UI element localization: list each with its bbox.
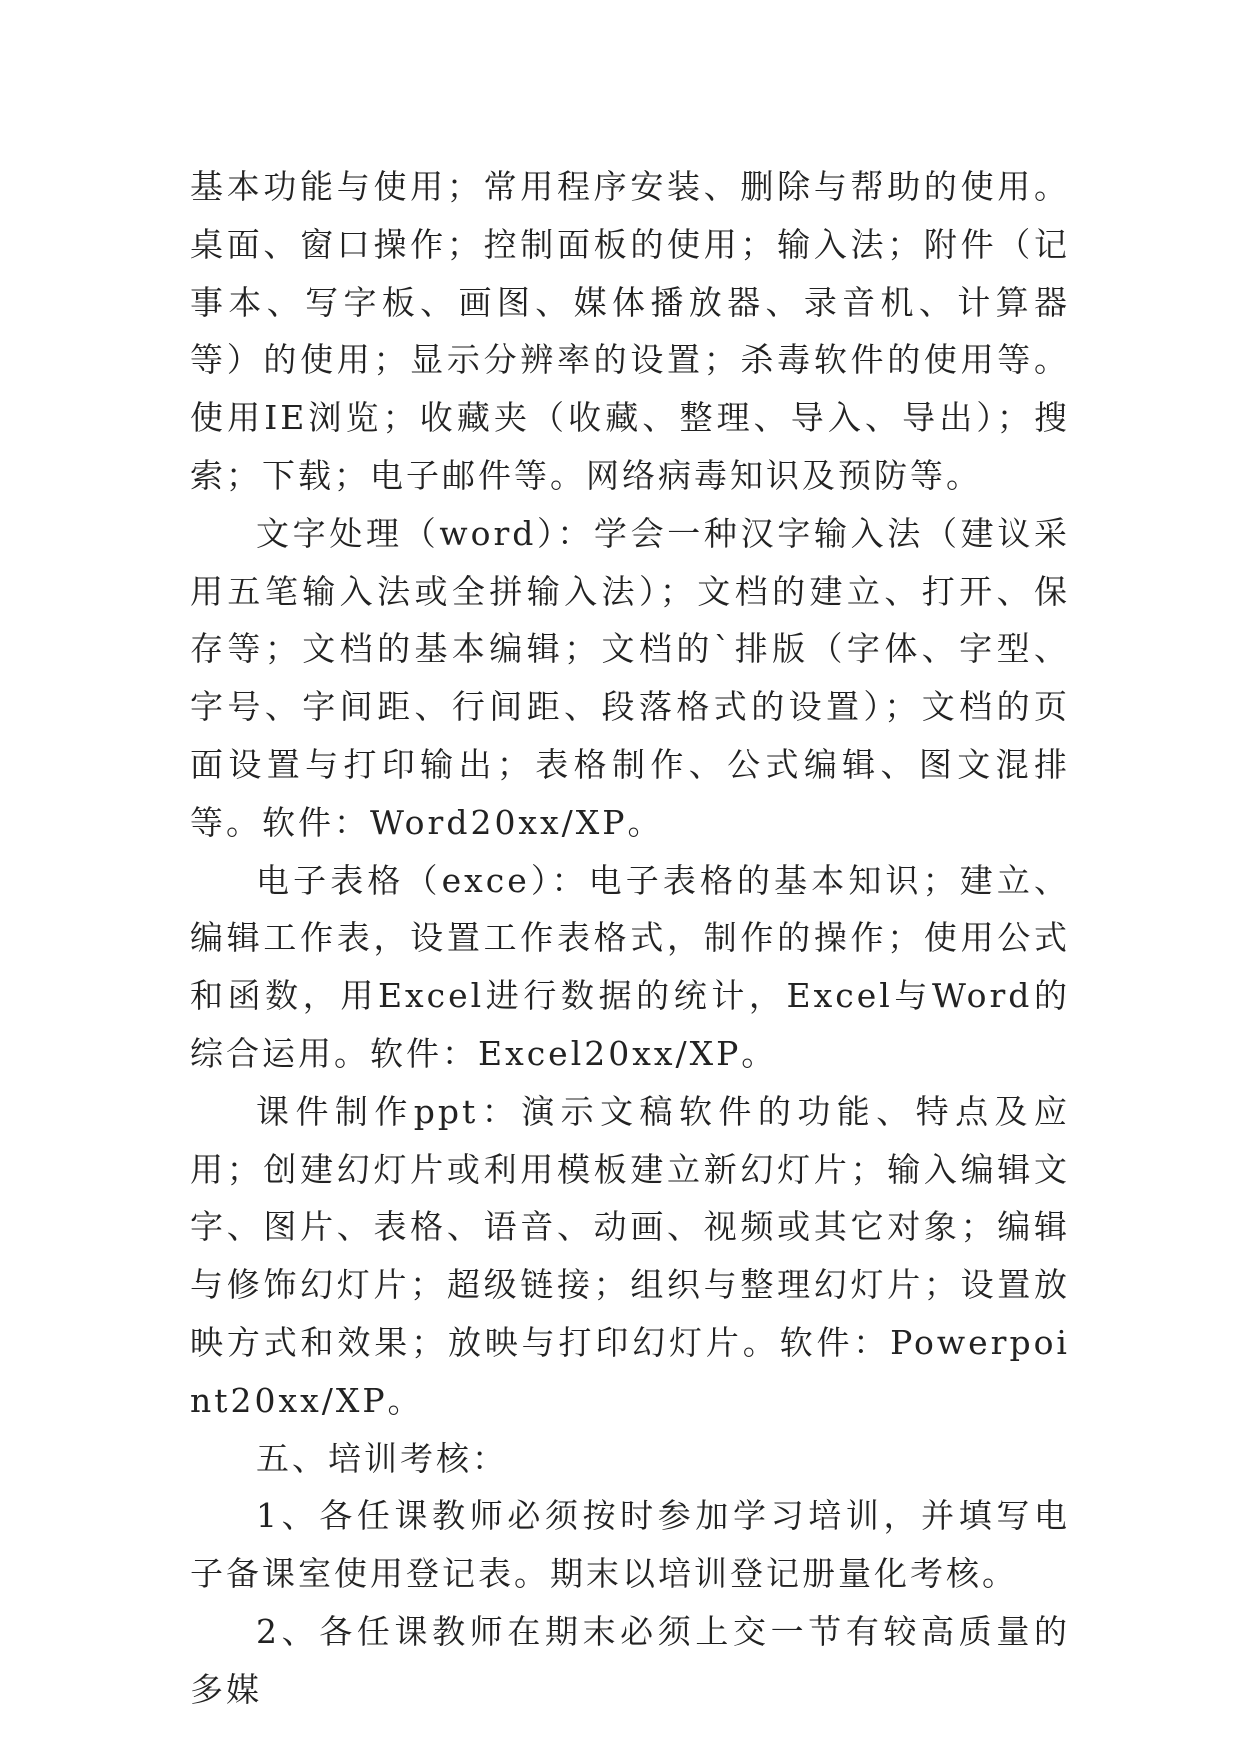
paragraph-basic-functions: 基本功能与使用；常用程序安装、删除与帮助的使用。桌面、窗口操作；控制面板的使用；输入法；附件（记事本、写字板、画图、媒体播放器、录音机、计算器等）的使用；显示分辨率的设置；杀毒软件的使用等。使用IE浏览；收藏夹（收藏、整理、导入、导出）；搜索；下载；电子邮件等。网络病毒知识及预防等。 bbox=[190, 167, 1070, 495]
document-body bbox=[190, 158, 1070, 1719]
section-heading-training-assessment: 五、培训考核： bbox=[256, 1438, 508, 1478]
list-item-2: 2、各任课教师在期末必须上交一节有较高质量的多媒 bbox=[190, 1611, 1070, 1709]
paragraph-courseware-ppt: 课件制作ppt：演示文稿软件的功能、特点及应用；创建幻灯片或利用模板建立新幻灯片；输入编辑文字、图片、表格、语音、动画、视频或其它对象；编辑与修饰幻灯片；超级链接；组织与整理幻灯片；设置放映方式和效果；放映与打印幻灯片。软件：Powerpoint20xx/XP。 bbox=[190, 1091, 1070, 1420]
paragraph-word-processing: 文字处理（word）：学会一种汉字输入法（建议采用五笔输入法或全拼输入法）；文档的建立、打开、保存等；文档的基本编辑；文档的`排版（字体、字型、字号、字间距、行间距、段落格式的设置）；文档的页面设置与打印输出；表格制作、公式编辑、图文混排等。软件：Word20xx/XP。 bbox=[190, 513, 1070, 842]
paragraph-spreadsheet: 电子表格（exce）：电子表格的基本知识；建立、编辑工作表，设置工作表格式，制作的操作；使用公式和函数，用Excel进行数据的统计，Excel与Word的综合运用。软件：Excel20xx/XP。 bbox=[190, 860, 1070, 1073]
list-item-1: 1、各任课教师必须按时参加学习培训，并填写电子备课室使用登记表。期末以培训登记册量化考核。 bbox=[190, 1496, 1070, 1594]
